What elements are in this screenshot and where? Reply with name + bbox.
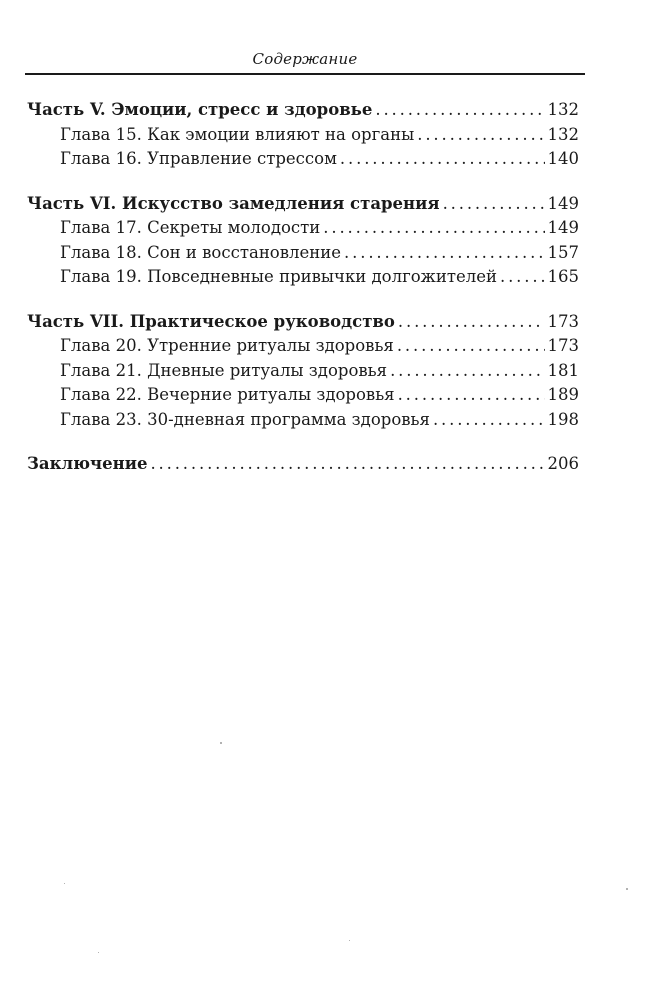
dot-leader bbox=[344, 243, 544, 262]
dot-leader bbox=[323, 218, 544, 237]
toc-page-number: 181 bbox=[547, 360, 579, 380]
table-of-contents bbox=[27, 100, 579, 499]
toc-page-number: 165 bbox=[547, 267, 579, 286]
dot-leader bbox=[340, 149, 545, 168]
toc-chapter-title: Глава 22. Вечерние ритуалы здоровья bbox=[60, 385, 395, 404]
toc-chapter-title: Глава 21. Дневные ритуалы здоровья bbox=[60, 360, 388, 380]
scan-speck bbox=[98, 952, 99, 953]
toc-part-title: Заключение bbox=[27, 454, 148, 473]
toc-part-title: Часть VII. Практическое руководство bbox=[27, 311, 395, 331]
toc-part-title: Часть V. Эмоции, стресс и здоровье bbox=[27, 100, 373, 119]
toc-chapter-title: Глава 20. Утренние ритуалы здоровья bbox=[60, 336, 394, 355]
running-head: Содержание bbox=[252, 50, 358, 68]
toc-entry bbox=[27, 194, 579, 219]
dot-leader bbox=[390, 361, 544, 380]
toc-entry bbox=[27, 336, 579, 361]
dot-leader bbox=[397, 336, 545, 355]
toc-entry bbox=[27, 243, 579, 268]
dot-leader bbox=[500, 267, 545, 286]
toc-page-number: 173 bbox=[547, 311, 579, 331]
toc-page-number: 140 bbox=[547, 149, 579, 168]
header-rule bbox=[25, 73, 585, 75]
toc-part-title: Часть VI. Искусство замедления старения bbox=[27, 193, 440, 213]
toc-page-number: 149 bbox=[547, 193, 579, 213]
toc-entry bbox=[27, 361, 579, 386]
toc-chapter-title: Глава 19. Повседневные привычки долгожителей bbox=[60, 267, 497, 286]
toc-page-number: 157 bbox=[547, 242, 579, 262]
toc-page-number: 149 bbox=[547, 218, 579, 237]
toc-entry bbox=[27, 385, 579, 410]
dot-leader bbox=[150, 454, 544, 473]
toc-chapter-title: Глава 16. Управление стрессом bbox=[60, 149, 337, 168]
toc-conclusion bbox=[27, 454, 579, 479]
toc-part-7 bbox=[27, 312, 579, 435]
toc-part-5 bbox=[27, 100, 579, 174]
dot-leader bbox=[398, 312, 545, 331]
scan-speck bbox=[626, 888, 628, 890]
toc-chapter-title: Глава 23. 30-дневная программа здоровья bbox=[60, 409, 430, 429]
toc-entry bbox=[27, 218, 579, 243]
toc-page-number: 206 bbox=[547, 454, 579, 473]
toc-page-number: 189 bbox=[547, 385, 579, 404]
toc-page-number: 132 bbox=[547, 100, 579, 119]
scan-speck bbox=[349, 940, 350, 941]
toc-entry bbox=[27, 267, 579, 292]
toc-chapter-title: Глава 15. Как эмоции влияют на органы bbox=[60, 124, 415, 144]
toc-entry bbox=[27, 312, 579, 337]
toc-entry bbox=[27, 454, 579, 479]
toc-entry bbox=[27, 125, 579, 150]
toc-entry bbox=[27, 100, 579, 125]
toc-page-number: 198 bbox=[547, 409, 579, 429]
dot-leader bbox=[443, 194, 545, 213]
dot-leader bbox=[433, 410, 545, 429]
scan-speck bbox=[220, 742, 222, 744]
dot-leader bbox=[417, 125, 544, 144]
toc-page-number: 173 bbox=[547, 336, 579, 355]
scan-speck bbox=[64, 883, 65, 884]
toc-chapter-title: Глава 18. Сон и восстановление bbox=[60, 242, 342, 262]
dot-leader bbox=[375, 100, 544, 119]
toc-entry bbox=[27, 149, 579, 174]
dot-leader bbox=[398, 385, 545, 404]
toc-entry bbox=[27, 410, 579, 435]
toc-page-number: 132 bbox=[547, 124, 579, 144]
toc-part-6 bbox=[27, 194, 579, 292]
toc-chapter-title: Глава 17. Секреты молодости bbox=[60, 218, 321, 237]
